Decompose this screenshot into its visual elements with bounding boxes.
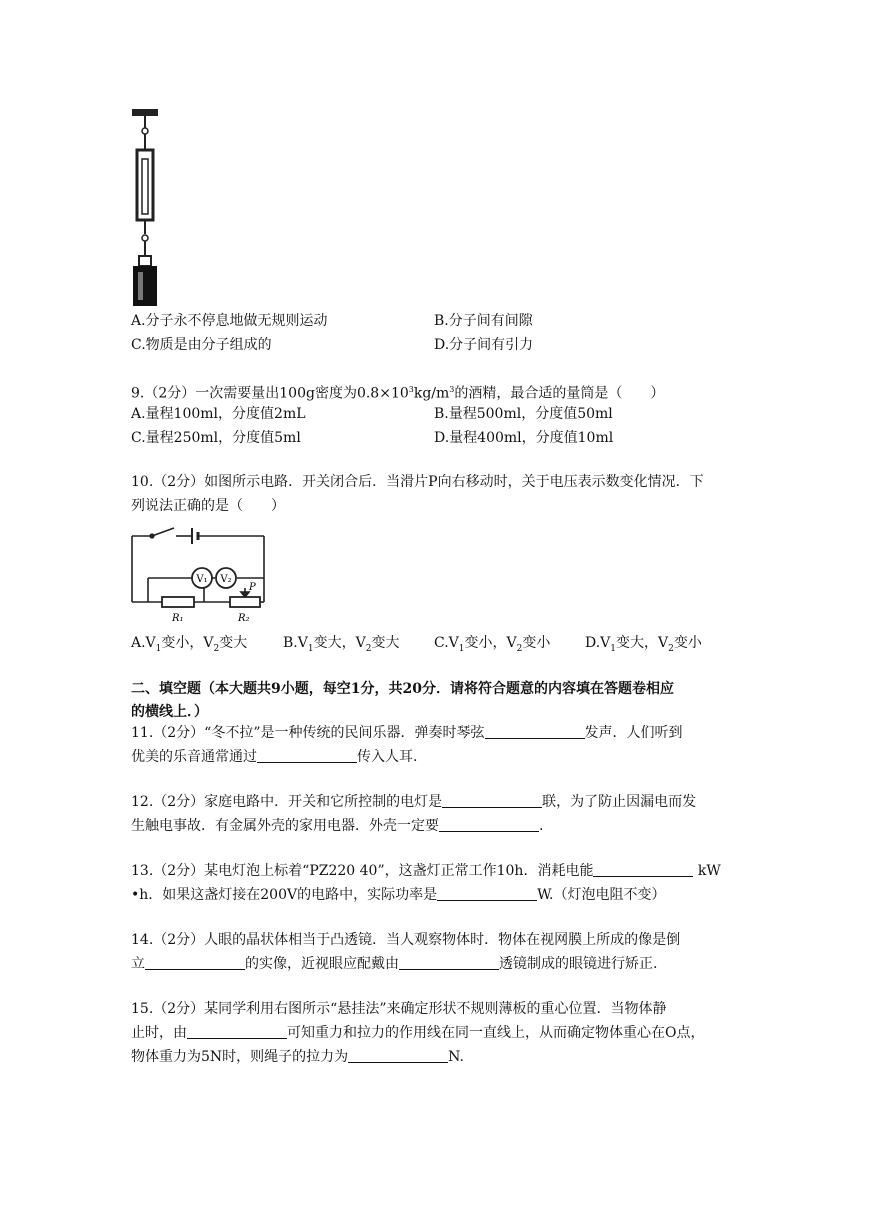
q10-option-d: $D.V_1$变大，$V_2$变小 — [585, 635, 702, 654]
q8-option-a: A.分子永不停息地做无规则运动 — [131, 313, 328, 329]
section2-heading-line2: 的横线上．） — [131, 704, 208, 720]
q14-blank-1[interactable] — [145, 955, 245, 970]
q10-stem-line2: 列说法正确的是（ ） — [131, 498, 285, 514]
q9-option-d: D.量程400ml，分度值10ml — [434, 430, 614, 446]
q14-blank-2[interactable] — [399, 955, 499, 970]
q14-line1: 14.（2分）人眼的晶状体相当于凸透镜．当人观察物体时．物体在视网膜上所成的像是倒 — [131, 932, 681, 948]
r1-label: R₁ — [172, 613, 184, 624]
q13-blank-2[interactable] — [437, 886, 537, 901]
q12-blank-1[interactable] — [442, 793, 542, 808]
q15-line1: 15.（2分）某同学利用右图所示“悬挂法”来确定形状不规则薄板的重心位置．当物体静 — [131, 1001, 667, 1017]
q11-blank-1[interactable] — [485, 724, 585, 739]
r2-label: R₂ — [238, 613, 250, 624]
v1-label: V₁ — [196, 574, 208, 585]
q15-blank-1[interactable] — [187, 1024, 287, 1039]
q10-option-b: $B.V_1$变大，$V_2$变大 — [283, 635, 400, 654]
q8-option-d: D.分子间有引力 — [434, 337, 534, 353]
q11-line2: 优美的乐音通常通过 传入人耳. — [131, 749, 418, 765]
q11-line1: 11.（2分）“冬不拉”是一种传统的民间乐器．弹奏时琴弦 发声．人们听到 — [131, 725, 683, 741]
q13-line2: •h．如果这盏灯接在200V的电路中，实际功率是 W.（灯泡电阻不变） — [131, 887, 666, 903]
q12-line1: 12.（2分）家庭电路中．开关和它所控制的电灯是 联，为了防止因漏电而发 — [131, 794, 697, 810]
q14-line2: 立 的实像，近视眼应配戴由 透镜制成的眼镜进行矫正. — [131, 956, 658, 972]
q11-blank-2[interactable] — [257, 748, 357, 763]
q9-option-b: B.量程500ml，分度值50ml — [434, 406, 613, 422]
q12-blank-2[interactable] — [439, 817, 539, 832]
q8-option-b: B.分子间有间隙 — [434, 313, 533, 329]
q8-option-c: C.物质是由分子组成的 — [131, 337, 272, 353]
q12-line2: 生触电事故．有金属外壳的家用电器．外壳一定要 . — [131, 818, 544, 834]
p-label: P — [249, 582, 256, 593]
section2-heading-line1: 二、填空题（本大题共9小题，每空1分，共20分．请将符合题意的内容填在答题卷相应 — [131, 681, 674, 697]
q10-stem-line1: 10.（2分）如图所示电路．开关闭合后．当滑片P向右移动时，关于电压表示数变化情况．下 — [131, 474, 704, 490]
q15-line2: 止时，由 可知重力和拉力的作用线在同一直线上，从而确定物体重心在O点， — [131, 1025, 705, 1041]
q13-blank-1[interactable] — [593, 862, 693, 877]
q9-option-c: C.量程250ml，分度值5ml — [131, 430, 301, 446]
q15-line3: 物体重力为5N时，则绳子的拉力为 N. — [131, 1049, 464, 1065]
q15-blank-2[interactable] — [348, 1048, 448, 1063]
q10-option-c: $C.V_1$变小，$V_2$变小 — [434, 635, 551, 654]
q9-option-a: A.量程100ml，分度值2mL — [131, 406, 306, 422]
q13-line1: 13.（2分）某电灯泡上标着“PZ220 40”，这盏灯正常工作10h．消耗电能 kW — [131, 863, 721, 879]
q9-stem: 9.（2分）一次需要量出100g密度为$0.8\times 10^3kg/m^3$的酒精，最合适的量筒是（ ） — [131, 385, 665, 402]
spring-scale-figure — [128, 104, 168, 309]
circuit-figure — [128, 522, 270, 626]
q10-option-a: $A.V_1$变小，$V_2$变大 — [131, 635, 248, 654]
v2-label: V₂ — [220, 574, 232, 585]
